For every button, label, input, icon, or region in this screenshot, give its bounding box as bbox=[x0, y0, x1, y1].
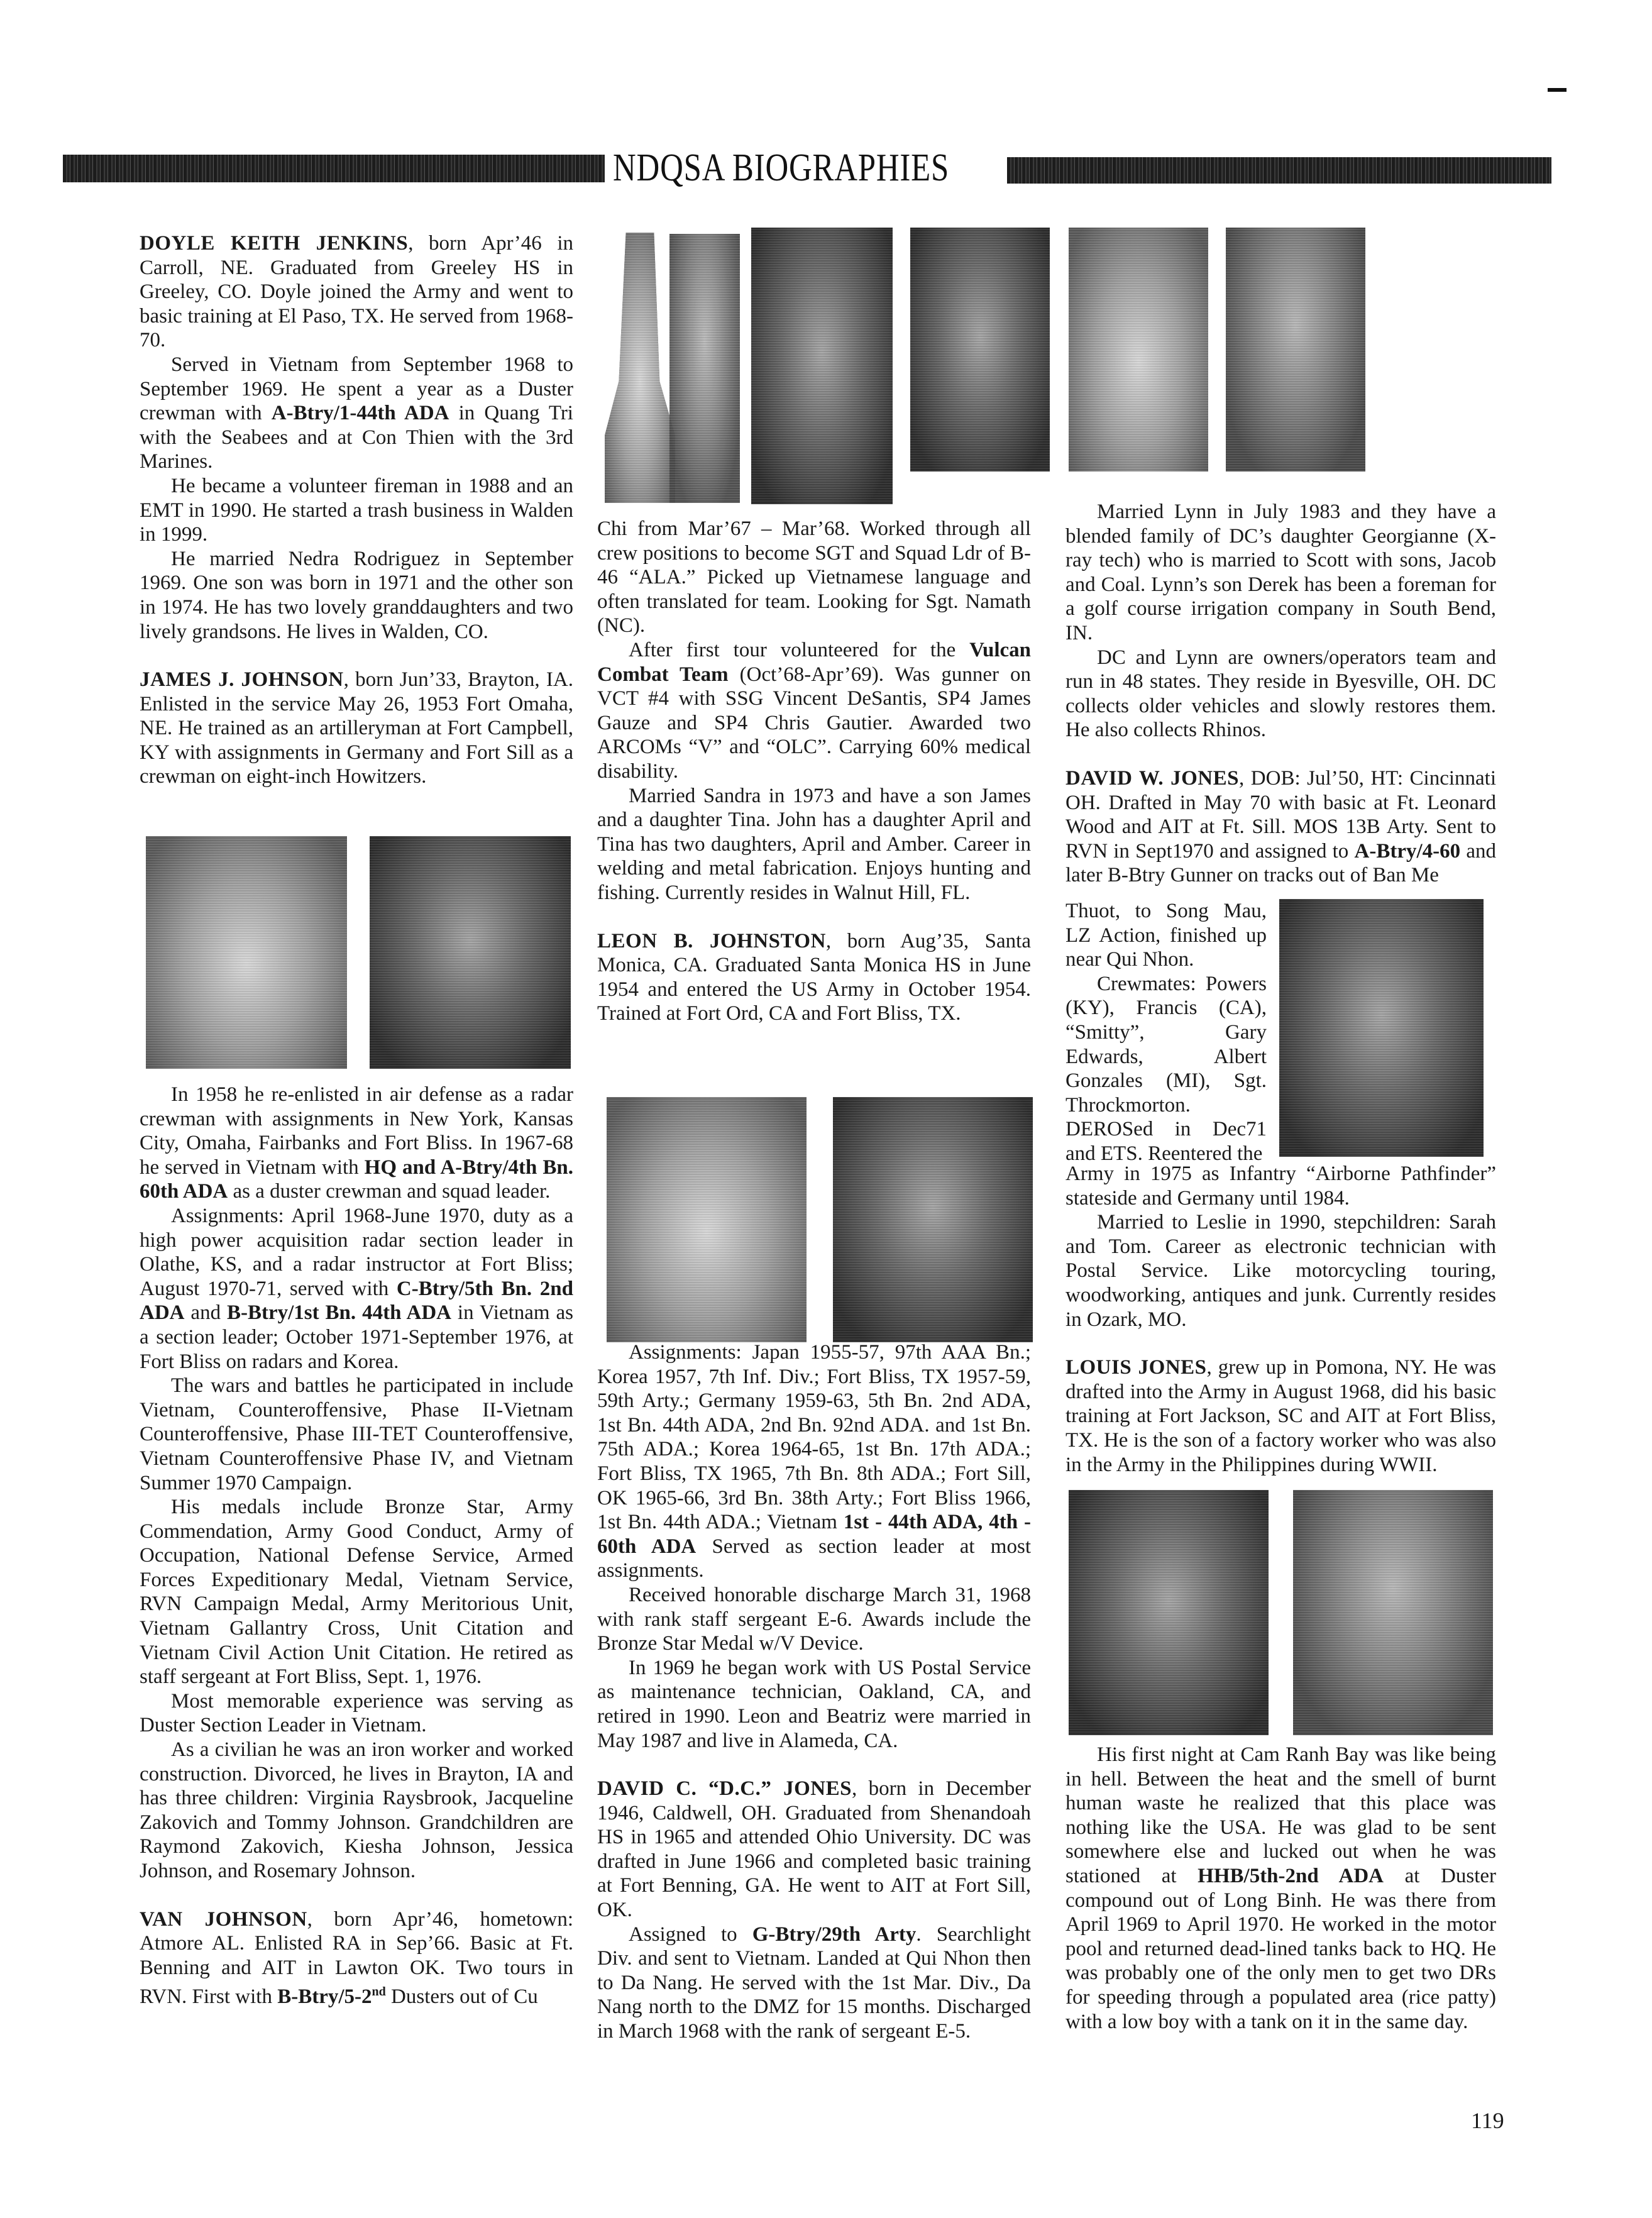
bio-doyle-keith-jenkins: DOYLE KEITH JENKINS, born Apr’46 in Carroll, NE. Graduated from Greeley HS in Greeley, CO. Doyle joined the Army and went to basic training at El Paso, TX. He served from 1968-70. Served in Vietnam from September 1968 to September 1969. He spent a year as a Duster crewman with A-Btry/1-44th ADA in Quang Tri with the Seabees and at Con Thien with the 3rd Marines. He became a volunteer fireman in 1988 and an EMT in 1990. He started a trash business in Walden in 1999. He married Nedra Rodriguez in September 1969. One son was born in 1971 and the other son in 1974. He has two lovely granddaughters and two lively grandsons. He lives in Walden, CO. bbox=[140, 232, 574, 643]
header-bar-right bbox=[1007, 157, 1551, 184]
crewmates-text-continued: Army in 1975 as Infantry “Airborne Pathfinder” stateside and Germany until 1984. bbox=[1066, 1162, 1496, 1210]
photo-dc-jones-recent bbox=[1069, 228, 1208, 472]
photo-james-johnson-portrait bbox=[370, 836, 571, 1069]
photo-louis-jones-recent bbox=[1293, 1490, 1493, 1735]
photo-james-johnson-outdoors bbox=[146, 836, 347, 1069]
bio-james-j-johnson: JAMES J. JOHNSON, born Jun’33, Brayton, IA. Enlisted in the service May 26, 1953 Fort Omaha, NE. He trained as an artilleryman at Fort Campbell, KY with assignments in Germany and Fort Sill as a crewman on eight-inch Howitzers. bbox=[140, 668, 573, 788]
bio-leon-b-johnston: LEON B. JOHNSTON, born Aug’35, Santa Monica, CA. Graduated Santa Monica HS in June 1954 and entered the US Army in October 1954. Trained at Fort Ord, CA and Fort Bliss, TX. bbox=[597, 929, 1031, 1025]
bio-david-c-jones: DAVID C. “D.C.” JONES, born in December 1946, Caldwell, OH. Graduated from Shenandoah HS in 1965 and attended Ohio University. DC was drafted in June 1966 and completed basic training at Fort Benning, GA. He went to AIT at Fort Sill, OK. Assigned to G-Btry/29th Arty. Searchlight Div. and sent to Vietnam. Landed at Qui Nhon then to Da Nang. He served with the 1st Mar. Div., Da Nang north to the DMZ for 15 months. Discharged in March 1968 with the rank of sergeant E-5. bbox=[597, 1777, 1032, 2043]
bio-louis-jones: LOUIS JONES, grew up in Pomona, NY. He was drafted into the Army in August 1968, did his basic training at Fort Jackson, SC and AIT at Fort Bliss, TX. He is the son of a factory worker who was also in the Army in the Philippines during WWII. bbox=[1066, 1356, 1496, 1476]
page-title: NDQSA BIOGRAPHIES bbox=[613, 146, 950, 189]
bio-name: DAVID W. JONES bbox=[1066, 766, 1239, 790]
bio-name: VAN JOHNSON bbox=[140, 1907, 307, 1931]
photo-louis-jones-young bbox=[1069, 1490, 1269, 1735]
column-right-bottom: His first night at Cam Ranh Bay was like being in hell. Between the heat and the smell of burnt human waste he realized that this place was nothing like the USA. He was glad to be sent somewhere else and lucked out when he was stationed at HHB/5th-2nd ADA at Duster compound out of Long Binh. He was there from April 1969 to April 1970. He worked in the motor pool and returned dead-lined tanks back to HQ. He was probably one of the only men to get two DRs for speeding through a populated area (rice patty) with a low boy with a tank on it in the same day. bbox=[1066, 1743, 1496, 2033]
photo-van-johnson-young bbox=[605, 233, 675, 503]
column-middle-continued: Assignments: Japan 1955-57, 97th AAA Bn.; Korea 1957, 7th Inf. Div.; Fort Bliss, TX 1957-59, 59th Arty.; Germany 1959-63, 5th Bn. 2nd ADA, 1st Bn. 44th ADA, 2nd Bn. 92nd ADA. and 1st Bn. 75th ADA.; Korea 1964-65, 1st Bn. 17th ADA.; Fort Bliss, TX 1965, 7th Bn. 8th ADA.; Fort Sill, OK 1965-66, 3rd Bn. 38th Arty.; Fort Bliss 1966, 1st Bn. 44th ADA.; Vietnam 1st - 44th ADA, 4th - 60th ADA Served as section leader at most assignments. Received honorable discharge March 31, 1968 with rank staff sergeant E-6. Awards include the Bronze Star Medal w/V Device. In 1969 he began work with US Postal Service as maintenance technician, Oakland, CA, and retired in 1990. Leon and Beatriz were married in May 1987 and live in Alameda, CA. DAVID C. “D.C.” JONES, born in December 1946, Caldwell, OH. Graduated from Shenandoah HS in 1965 and attended Ohio University. DC was drafted in June 1966 and completed basic training at Fort Benning, GA. He went to AIT at Fort Sill, OK. Assigned to G-Btry/29th Arty. Searchlight Div. and sent to Vietnam. Landed at Qui Nhon then to Da Nang. He served with the 1st Mar. Div., Da Nang north to the DMZ for 15 months. Discharged in March 1968 with the rank of sergeant E-5. bbox=[597, 1341, 1032, 2043]
header-bar-left bbox=[63, 155, 605, 182]
photo-leon-johnston-suit bbox=[833, 1097, 1033, 1342]
photo-dc-jones-extra bbox=[1226, 228, 1365, 472]
crewmates-text: Thuot, to Song Mau, LZ Action, finished up near Qui Nhon. Crewmates: Powers (KY), Francis (CA), “Smitty”, Gary Edwards, Albert Gonzales (MI), Sgt. Throckmorton. DEROSed in Dec71 and ETS. Reentered the bbox=[1066, 900, 1267, 1165]
photo-david-w-jones bbox=[1279, 899, 1484, 1157]
bio-van-johnson: VAN JOHNSON, born Apr’46, hometown: Atmore AL. Enlisted RA in Sep’66. Basic at Ft. Benning and AIT in Lawton OK. Two tours in RVN. First with B-Btry/5-2nd Dusters out of Cu bbox=[140, 1907, 574, 2009]
bio-name: LOUIS JONES bbox=[1066, 1356, 1207, 1379]
photo-van-johnson-recent bbox=[751, 228, 893, 504]
column-right: Married Lynn in July 1983 and they have a blended family of DC’s daughter Georgianne (X-ray tech) who is married to Scott with sons, Jacob and Coal. Lynn’s son Derek has been a foreman for a golf course irrigation company in South Bend, IN. DC and Lynn are owners/operators team and run in 48 states. They reside in Byesville, OH. DC collects older vehicles and slowly restores them. He also collects Rhinos. DAVID W. JONES, DOB: Jul’50, HT: Cincinnati OH. Drafted in May 70 with basic at Ft. Leonard Wood and AIT at Ft. Sill. MOS 13B Arty. Sent to RVN in Sept1970 and assigned to A-Btry/4-60 and later B-Btry Gunner on tracks out of Ban Me bbox=[1066, 500, 1497, 887]
column-right-continued: Army in 1975 as Infantry “Airborne Pathfinder” stateside and Germany until 1984. Married to Leslie in 1990, stepchildren: Sarah and Tom. Career as electronic technician with Postal Service. Like motorcycling touring, woodworking, antiques and junk. Currently resides in Ozark, MO. LOUIS JONES, grew up in Pomona, NY. He was drafted into the Army in August 1968, did his basic training at Fort Jackson, SC and AIT at Fort Bliss, TX. He is the son of a factory worker who was also in the Army in the Philippines during WWII. bbox=[1066, 1162, 1496, 1476]
bio-name: DAVID C. “D.C.” JONES bbox=[597, 1777, 852, 1801]
page-corner-mark bbox=[1548, 88, 1567, 92]
photo-dc-jones-young bbox=[910, 228, 1050, 472]
bio-name: JAMES J. JOHNSON bbox=[140, 668, 344, 692]
bio-name: DOYLE KEITH JENKINS bbox=[140, 232, 409, 255]
page-number: 119 bbox=[1471, 2108, 1504, 2133]
david-w-jones-intro-tail: Thuot, to Song Mau, LZ Action, finished up near Qui Nhon. bbox=[1066, 900, 1267, 971]
column-middle: Chi from Mar’67 – Mar’68. Worked through all crew positions to become SGT and Squad Ldr of B-46 “ALA.” Picked up Vietnamese language and often translated for team. Looking for Sgt. Namath (NC). After first tour volunteered for the Vulcan Combat Team (Oct’68-Apr’69). Was gunner on VCT #4 with SSG Vincent DeSantis, SP4 James Gauze and SP4 Chris Gautier. Awarded two ARCOMs “V” and “OLC”. Carrying 60% medical disability. Married Sandra in 1973 and have a son James and a daughter Tina. John has a daughter April and Tina has two daughters, April and Amber. Career in welding and metal fabrication. Enjoys hunting and fishing. Currently resides in Walnut Hill, FL. LEON B. JOHNSTON, born Aug’35, Santa Monica, CA. Graduated Santa Monica HS in June 1954 and entered the US Army in October 1954. Trained at Fort Ord, CA and Fort Bliss, TX. bbox=[597, 517, 1031, 1025]
bio-david-w-jones: DAVID W. JONES, DOB: Jul’50, HT: Cincinnati OH. Drafted in May 70 with basic at Ft. Leonard Wood and AIT at Ft. Sill. MOS 13B Arty. Sent to RVN in Sept1970 and assigned to A-Btry/4-60 and later B-Btry Gunner on tracks out of Ban Me bbox=[1066, 766, 1497, 887]
column-left-continued: In 1958 he re-enlisted in air defense as a radar crewman with assignments in New York, Kansas City, Omaha, Fairbanks and Fort Bliss. In 1967-68 he served in Vietnam with HQ and A-Btry/4th Bn. 60th ADA as a duster crewman and squad leader. Assignments: April 1968-June 1970, duty as a high power acquisition radar section leader in Olathe, KS, and a radar instructor at Fort Bliss; August 1970-71, served with C-Btry/5th Bn. 2nd ADA and B-Btry/1st Bn. 44th ADA in Vietnam as a section leader; October 1971-September 1976, at Fort Bliss on radars and Korea. The wars and battles he participated in include Vietnam, Counteroffensive, Phase II-Vietnam Counteroffensive, Phase III-TET Counteroffensive, Vietnam Counteroffensive Phase IV, and Vietnam Summer 1970 Campaign. His medals include Bronze Star, Army Commendation, Army Good Conduct, Army of Occupation, National Defense Service, Armed Forces Expeditionary Medal, Vietnam Service, RVN Campaign Medal, Army Meritorious Unit, Vietnam Gallantry Cross, Unit Citation and Vietnam Civil Action Unit Citation. He retired as staff sergeant at Fort Bliss, Sept. 1, 1976. Most memorable experience was serving as Duster Section Leader in Vietnam. As a civilian he was an iron worker and worked construction. Divorced, he lives in Brayton, IA and has three children: Virginia Raysbrook, Jacqueline Zakovich and Tommy Johnson. Grandchildren are Raymond Zakovich, Kiesha Johnson, Jessica Johnson, and Rosemary Johnson. VAN JOHNSON, born Apr’46, hometown: Atmore AL. Enlisted RA in Sep’66. Basic at Ft. Benning and AIT in Lawton OK. Two tours in RVN. First with B-Btry/5-2nd Dusters out of Cu bbox=[140, 1083, 574, 2009]
photo-leon-johnston-young bbox=[607, 1097, 807, 1342]
unit-name: A-Btry/1-44th ADA bbox=[271, 402, 449, 425]
column-left bbox=[140, 231, 573, 789]
bio-name: LEON B. JOHNSTON bbox=[597, 929, 826, 952]
photo-van-johnson-young-body bbox=[669, 234, 740, 503]
